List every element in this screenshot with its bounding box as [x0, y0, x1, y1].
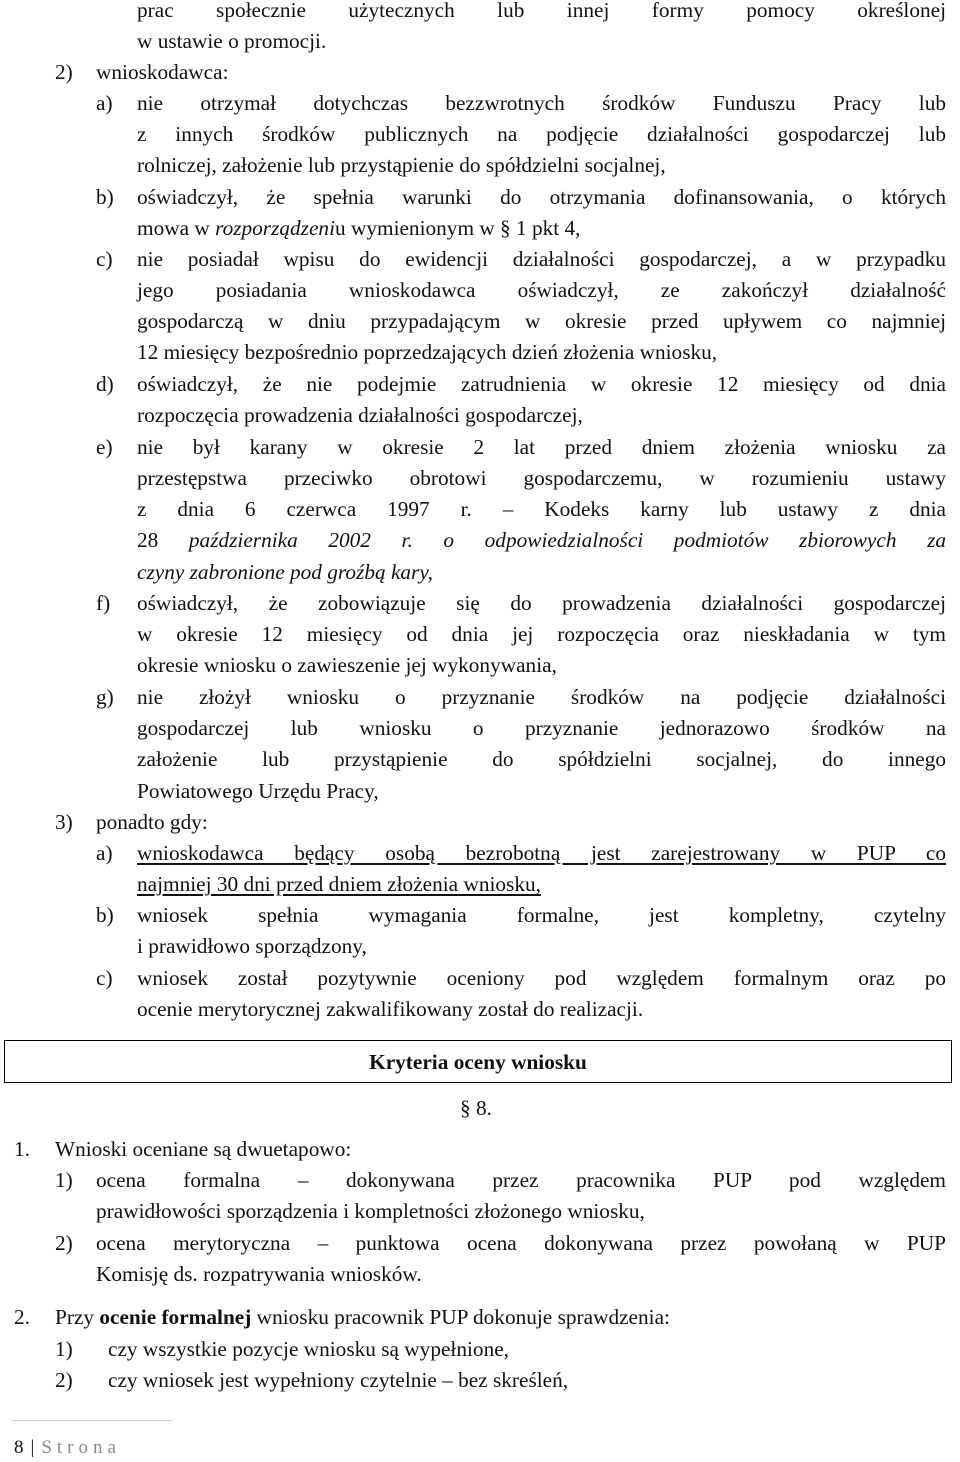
item-3b-label: b)	[96, 903, 114, 927]
item-2a-line-1: nie otrzymał dotychczas bezzwrotnych środków Funduszu Pracy lub	[137, 91, 946, 115]
item-2d-line-2: rozpoczęcia prowadzenia działalności gospodarczej,	[137, 403, 583, 427]
point-1-sub-2-line-1: ocena merytoryczna – punktowa ocena dokonywana przez powołaną w PUP	[96, 1231, 946, 1255]
point-2-sub-1-text: czy wszystkie pozycje wniosku są wypełnione,	[108, 1337, 509, 1361]
point-2-sub-1-label: 1)	[55, 1337, 73, 1361]
item-2f-line-1: oświadczył, że zobowiązuje się do prowadzenia działalności gospodarczej	[137, 591, 946, 615]
item-2e-label: e)	[96, 435, 113, 459]
point-1-number: 1.	[14, 1137, 30, 1161]
item-3b-line-2: i prawidłowo sporządzony,	[137, 934, 367, 958]
item-3c-line-2: ocenie merytorycznej zakwalifikowany został do realizacji.	[137, 997, 644, 1021]
item-3a-label: a)	[96, 841, 113, 865]
item-2f-label: f)	[96, 591, 111, 615]
item-2d-label: d)	[96, 372, 114, 396]
item-2c-line-4: 12 miesięcy bezpośrednio poprzedzających dzień złożenia wniosku,	[137, 340, 718, 364]
section-heading: Kryteria oceny wniosku	[369, 1050, 587, 1074]
footer-label: Strona	[41, 1437, 121, 1458]
item-2b-line-2: mowa w rozporządzeniu wymienionym w § 1 pkt 4,	[137, 216, 581, 240]
item-2g-label: g)	[96, 685, 114, 709]
item-2c-label: c)	[96, 247, 113, 271]
item-2f-line-2: w okresie 12 miesięcy od dnia jej rozpoczęcia oraz nieskładania w tym	[137, 622, 946, 646]
page-footer	[14, 1434, 121, 1462]
point-1-sub-1-line-1: ocena formalna – dokonywana przez pracownika PUP pod względem	[96, 1168, 946, 1192]
item-2d-line-1: oświadczył, że nie podejmie zatrudnienia w okresie 12 miesięcy od dnia	[137, 372, 946, 396]
item-2-number: 2)	[55, 60, 73, 84]
item-3b-line-1: wniosek spełnia wymagania formalne, jest kompletny, czytelny	[137, 903, 946, 927]
footer-divider	[12, 1420, 172, 1421]
point-1-title: Wnioski oceniane są dwuetapowo:	[55, 1137, 352, 1161]
item-2a-line-2: z innych środków publicznych na podjęcie działalności gospodarczej lub	[137, 122, 946, 146]
footer-separator: |	[30, 1437, 35, 1458]
point-1-sub-2-label: 2)	[55, 1231, 73, 1255]
item-2b-label: b)	[96, 185, 114, 209]
point-2-number: 2.	[14, 1305, 30, 1329]
item-2e-line-3: z dnia 6 czerwca 1997 r. – Kodeks karny lub ustawy z dnia	[137, 497, 946, 521]
item-3a-line-1: wnioskodawca będący osobą bezrobotną jest zarejestrowany w PUP co	[137, 841, 946, 865]
item-3-title: ponadto gdy:	[96, 810, 208, 834]
point-1-sub-2-line-2: Komisję ds. rozpatrywania wniosków.	[96, 1262, 422, 1286]
item-2g-line-4: Powiatowego Urzędu Pracy,	[137, 779, 379, 803]
item-2-title: wnioskodawca:	[96, 60, 229, 84]
item-2b-line-1: oświadczył, że spełnia warunki do otrzymania dofinansowania, o których	[137, 185, 946, 209]
section-heading-box	[4, 1040, 952, 1083]
continuation-line-2: w ustawie o promocji.	[137, 29, 327, 53]
item-2g-line-1: nie złożył wniosku o przyznanie środków na podjęcie działalności	[137, 685, 946, 709]
item-3-number: 3)	[55, 810, 73, 834]
item-2g-line-2: gospodarczej lub wniosku o przyznanie jednorazowo środków na	[137, 716, 946, 740]
item-2e-line-2: przestępstwa przeciwko obrotowi gospodarczemu, w rozumieniu ustawy	[137, 466, 946, 490]
point-2-title: Przy ocenie formalnej wniosku pracownik PUP dokonuje sprawdzenia:	[55, 1305, 670, 1329]
item-2a-line-3: rolniczej, założenie lub przystąpienie do spółdzielni socjalnej,	[137, 153, 666, 177]
item-2c-line-1: nie posiadał wpisu do ewidencji działalności gospodarczej, a w przypadku	[137, 247, 946, 271]
item-2g-line-3: założenie lub przystąpienie do spółdzielni socjalnej, do innego	[137, 747, 946, 771]
item-2a-label: a)	[96, 91, 113, 115]
point-2-sub-2-text: czy wniosek jest wypełniony czytelnie – bez skreśleń,	[108, 1368, 569, 1392]
item-2e-line-4: 28 października 2002 r. o odpowiedzialności podmiotów zbiorowych za	[137, 528, 947, 552]
point-1-sub-1-label: 1)	[55, 1168, 73, 1192]
item-2c-line-3: gospodarczą w dniu przypadającym w okresie przed upływem co najmniej	[137, 309, 946, 333]
page-number: 8	[14, 1437, 24, 1458]
item-3c-line-1: wniosek został pozytywnie oceniony pod względem formalnym oraz po	[137, 966, 946, 990]
paragraph-mark: § 8.	[460, 1096, 492, 1120]
item-3a-line-2: najmniej 30 dni przed dniem złożenia wniosku,	[137, 872, 541, 896]
item-2f-line-3: okresie wniosku o zawieszenie jej wykonywania,	[137, 653, 557, 677]
item-2e-line-1: nie był karany w okresie 2 lat przed dniem złożenia wniosku za	[137, 435, 946, 459]
continuation-line-1: prac społecznie użytecznych lub innej formy pomocy określonej	[137, 0, 946, 22]
item-2c-line-2: jego posiadania wnioskodawca oświadczył, ze zakończył działalność	[137, 278, 946, 302]
point-1-sub-1-line-2: prawidłowości sporządzenia i kompletności złożonego wniosku,	[96, 1199, 645, 1223]
item-3c-label: c)	[96, 966, 113, 990]
item-2e-line-5: czyny zabronione pod groźbą kary,	[137, 560, 433, 584]
point-2-sub-2-label: 2)	[55, 1368, 73, 1392]
